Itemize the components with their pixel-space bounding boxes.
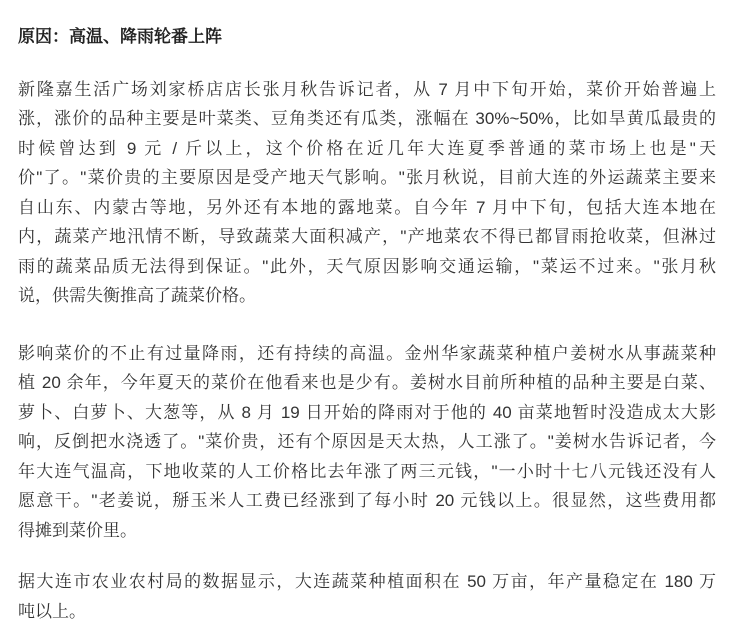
text-line: 自山东、内蒙古等地，另外还有本地的露地菜。自今年 7 月中下旬，包括大连本地在: [18, 197, 716, 217]
text-line: 涨，涨价的品种主要是叶菜类、豆角类还有瓜类，涨幅在 30%~50%，比如旱黄瓜最贵的: [18, 109, 716, 128]
text-line: 得摊到菜价里。: [18, 520, 137, 540]
text-line: 时候曾达到 9 元 / 斤以上，这个价格在近几年大连夏季普通的菜市场上也是"天: [18, 138, 716, 158]
text-line: 价"了。"菜价贵的主要原因是受产地天气影响。"张月秋说，目前大连的外运蔬菜主要来: [18, 168, 716, 187]
section-heading: 原因：高温、降雨轮番上阵: [18, 27, 222, 46]
paragraph-1: [18, 75, 716, 311]
text-line: 响，反倒把水浇透了。"菜价贵，还有个原因是天太热，人工涨了。"姜树水告诉记者，今: [18, 432, 716, 451]
text-line: 说，供需失衡推高了蔬菜价格。: [18, 286, 256, 305]
text-line: 影响菜价的不止有过量降雨，还有持续的高温。金州华家蔬菜种植户姜树水从事蔬菜种: [18, 343, 716, 363]
paragraph-3: [18, 567, 716, 626]
text-line: 年大连气温高，下地收菜的人工价格比去年涨了两三元钱，"一小时十七八元钱还没有人: [18, 461, 716, 481]
text-line: 据大连市农业农村局的数据显示，大连蔬菜种植面积在 50 万亩，年产量稳定在 180 万: [18, 572, 716, 591]
text-line: 新隆嘉生活广场刘家桥店店长张月秋告诉记者，从 7 月中下旬开始，菜价开始普遍上: [18, 79, 716, 99]
text-line: 植 20 余年，今年夏天的菜价在他看来也是少有。姜树水目前所种植的品种主要是白菜、: [18, 373, 716, 392]
text-line: 吨以上。: [18, 601, 86, 621]
text-line: 萝卜、白萝卜、大葱等，从 8 月 19 日开始的降雨对于他的 40 亩菜地暂时没造成太大影: [18, 402, 716, 422]
paragraph-2: [18, 339, 716, 546]
text-line: 雨的蔬菜品质无法得到保证。"此外，天气原因影响交通运输，"菜运不过来。"张月秋: [18, 256, 716, 276]
text-line: 内，蔬菜产地汛情不断，导致蔬菜大面积减产，"产地菜农不得已都冒雨抢收菜，但淋过: [18, 227, 716, 246]
text-line: 愿意干。"老姜说，掰玉米人工费已经涨到了每小时 20 元钱以上。很显然，这些费用都: [18, 491, 716, 510]
